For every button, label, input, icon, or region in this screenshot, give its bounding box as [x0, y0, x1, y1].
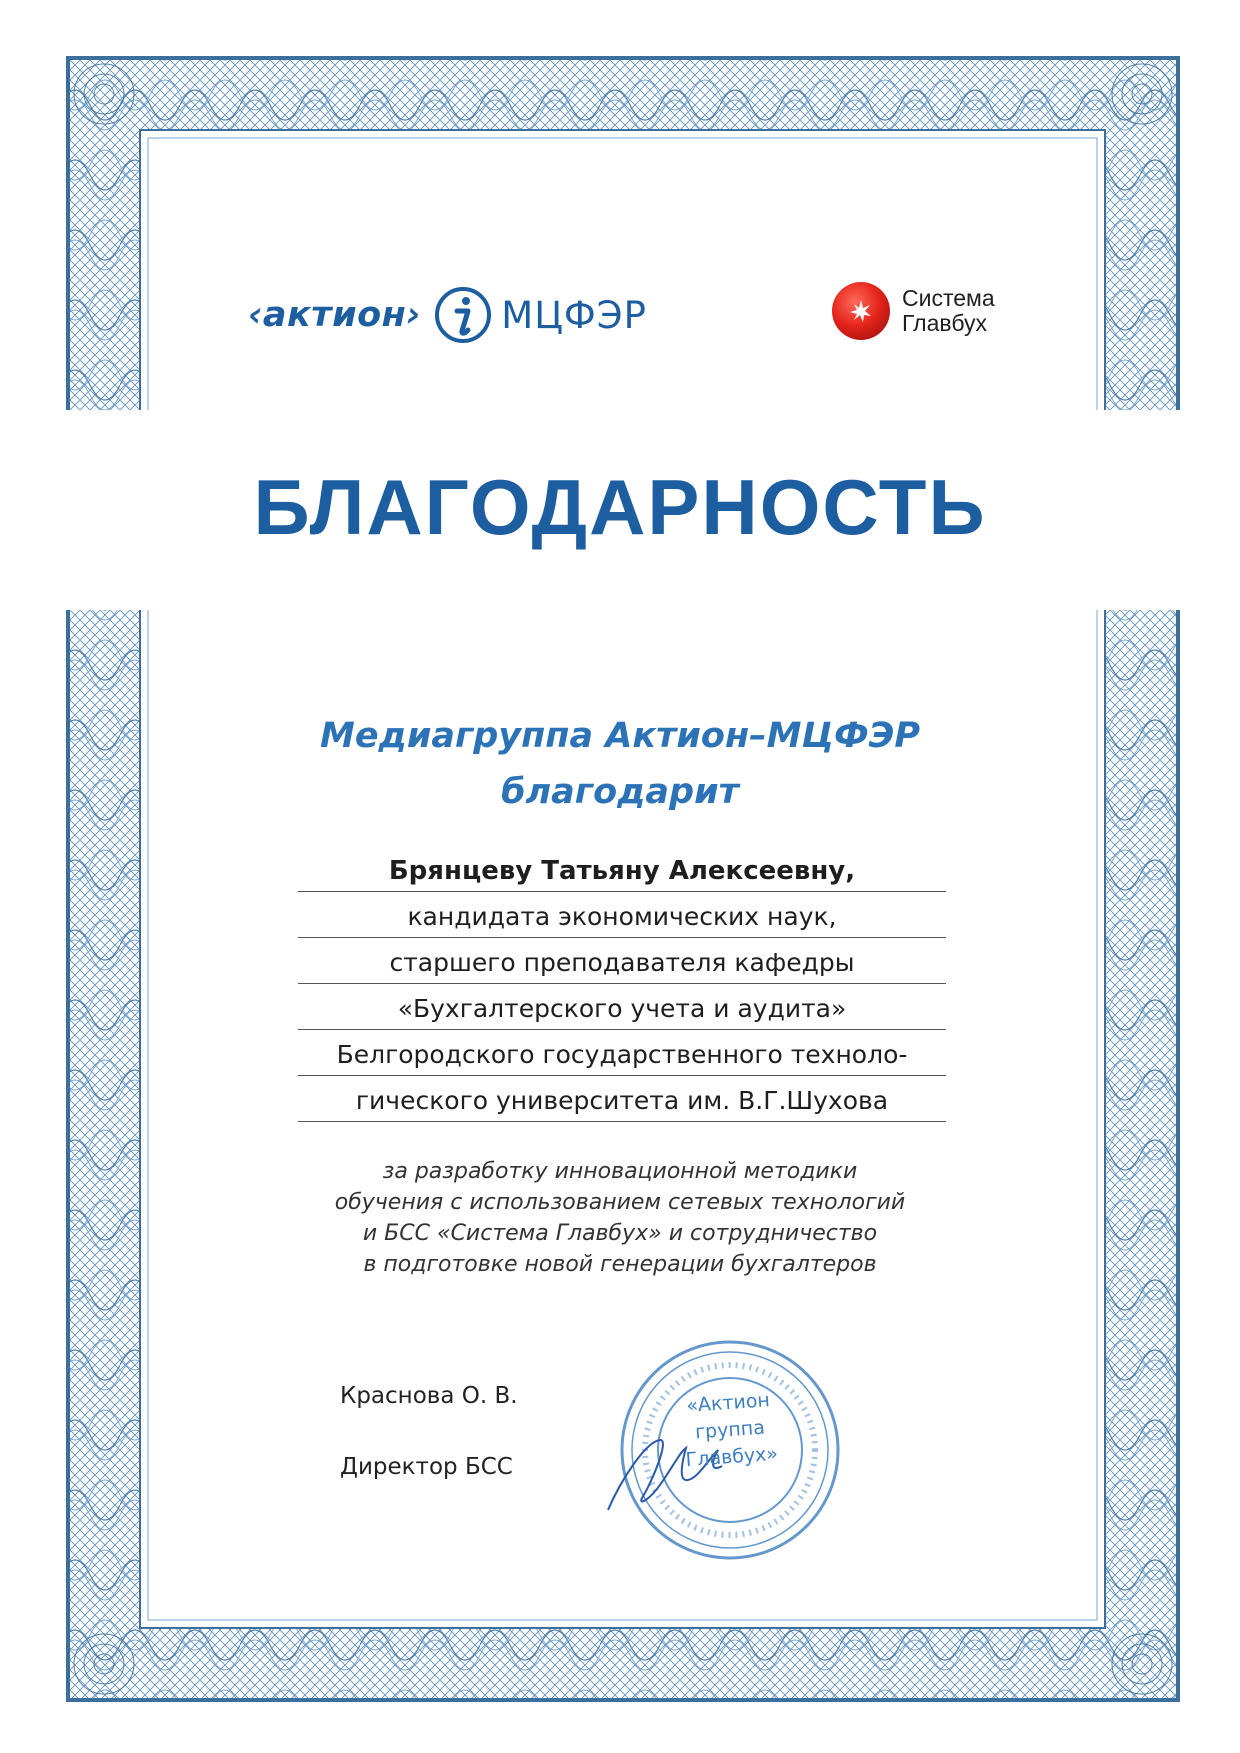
reason-text	[0, 1156, 1240, 1280]
stamp-line3: Главбух»	[684, 1442, 779, 1472]
sistema-glavbukh-logo	[830, 280, 995, 342]
recipient-line: Белгородского государственного техноло-	[298, 1030, 946, 1076]
stamp-line1: «Актион	[685, 1389, 771, 1417]
signatory-role: Директор БСС	[340, 1454, 513, 1480]
recipient-line: старшего преподавателя кафедры	[298, 938, 946, 984]
signatory-name: Краснова О. В.	[340, 1383, 518, 1409]
logos-row	[0, 255, 1240, 355]
reason-line: и БСС «Система Главбух» и сотрудничество	[362, 1221, 878, 1246]
reason-line: за разработку инновационной методики	[382, 1159, 858, 1184]
reason-line: обучения с использованием сетевых технологий	[334, 1190, 906, 1215]
sistema-glavbukh-text	[902, 286, 995, 336]
recipient-line: кандидата экономических наук,	[298, 892, 946, 938]
sg-line2: Главбух	[902, 310, 988, 336]
star-icon	[830, 280, 892, 342]
sg-line1: Система	[902, 285, 995, 311]
subtitle-line1: Медиагруппа Актион–МЦФЭР	[319, 716, 921, 756]
recipient-line: гического университета им. В.Г.Шухова	[298, 1076, 946, 1122]
reason-line: в подготовке новой генерации бухгалтеров	[363, 1252, 877, 1277]
stamp-text	[657, 1385, 802, 1476]
certificate-title: БЛАГОДАРНОСТЬ	[253, 463, 987, 551]
aktion-mcfer-logo	[248, 285, 647, 345]
stamp-line2: группа	[694, 1416, 766, 1444]
recipient-name: Брянцеву Татьяну Алексеевну,	[298, 846, 946, 892]
recipient-line: «Бухгалтерского учета и аудита»	[298, 984, 946, 1030]
aktion-logo-text: ‹актион›	[248, 295, 422, 335]
certificate-subtitle	[0, 708, 1240, 820]
recipient-block	[298, 846, 946, 1122]
mcfer-emblem-icon	[435, 287, 491, 343]
mcfer-logo-text: МЦФЭР	[501, 293, 647, 337]
subtitle-line2: благодарит	[501, 772, 739, 812]
